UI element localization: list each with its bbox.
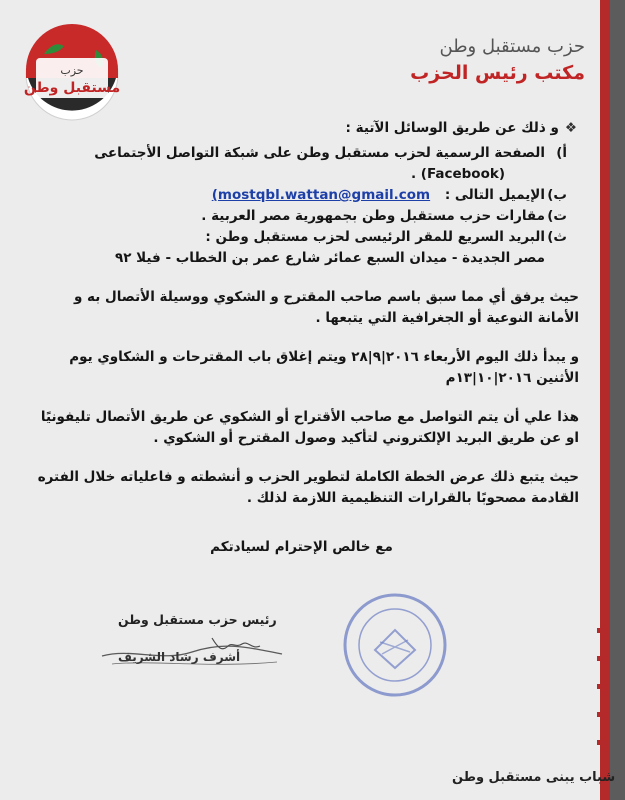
signatory-title: رئيس حزب مستقبل وطن <box>118 612 277 627</box>
logo-text-top: حزب <box>60 64 84 77</box>
diamond-bullet-icon: ❖ <box>564 120 577 136</box>
paragraph-attachment: حيث يرفق أي مما سبق باسم صاحب المقترح و الشكوي ووسيلة الأتصال به و الأمانة النوعية أو الجغرافية التي يتبعها . <box>73 289 579 326</box>
list-item: ب) الإيميل التالى : (mostqbl.wattan@gmail.com <box>211 187 567 203</box>
party-logo <box>14 24 134 124</box>
letter-body <box>20 110 583 558</box>
paragraph-dates: و يبدأ ذلك اليوم الأربعاء ٢٠١٦|٩|٢٨ ويتم إغلاق باب المقترحات و الشكاوي يوم الأثنين ٢٠١٦|١٠|١٣م <box>69 349 579 386</box>
handwritten-signature <box>92 618 292 678</box>
address: مصر الجديدة - ميدان السبع عمائر شارع عمر بن الخطاب - فيلا ٩٢ <box>114 250 545 266</box>
paragraph-contact: هذا علي أن يتم التواصل مع صاحب الأقتراح أو الشكوي عن طريق الأتصال تليفونيًا او عن طريق البريد الإلكتروني لتأكيد وصول المقترح أو الشكوي . <box>40 409 579 446</box>
list-item: ث) البريد السريع للمقر الرئيسى لحزب مستقبل وطن : مصر الجديدة - ميدان السبع عمائر شارع عمر بن الخطاب - فيلا ٩٢ <box>114 229 567 266</box>
office-title: مكتب رئيس الحزب <box>410 62 585 84</box>
side-strip <box>600 0 625 800</box>
email-link[interactable]: (mostqbl.wattan@gmail.com <box>211 187 431 203</box>
means-list <box>20 143 583 269</box>
list-item: ت) مقارات حزب مستقبل وطن بجمهورية مصر العربية . <box>201 208 567 224</box>
logo-text-main: مستقبل وطن <box>23 80 121 96</box>
closing-line: مع خالص الإحترام لسيادتكم <box>210 539 393 555</box>
facebook-label: (Facebook) . <box>410 166 505 182</box>
footer-slogan: شباب يبنى مستقبل وطن <box>452 770 616 785</box>
official-stamp <box>340 590 450 700</box>
list-item: أ) الصفحة الرسمية لحزب مستقبل وطن على شبكة التواصل الأجتماعى (Facebook) . <box>20 143 567 185</box>
party-name: حزب مستقبل وطن <box>439 36 585 57</box>
paragraph-plan: حيث يتبع ذلك عرض الخطة الكاملة لتطوير الحزب و أنشطته و فاعلياته خلال الفتره القادمة مصحوبًا بالقرارات التنظيمية اللازمة لذلك . <box>37 469 579 506</box>
signatory-name: أشرف رشاد الشريف <box>118 650 241 664</box>
decorative-dots <box>597 628 603 768</box>
intro-line: ❖و ذلك عن طريق الوسائل الآتية : <box>345 120 577 136</box>
